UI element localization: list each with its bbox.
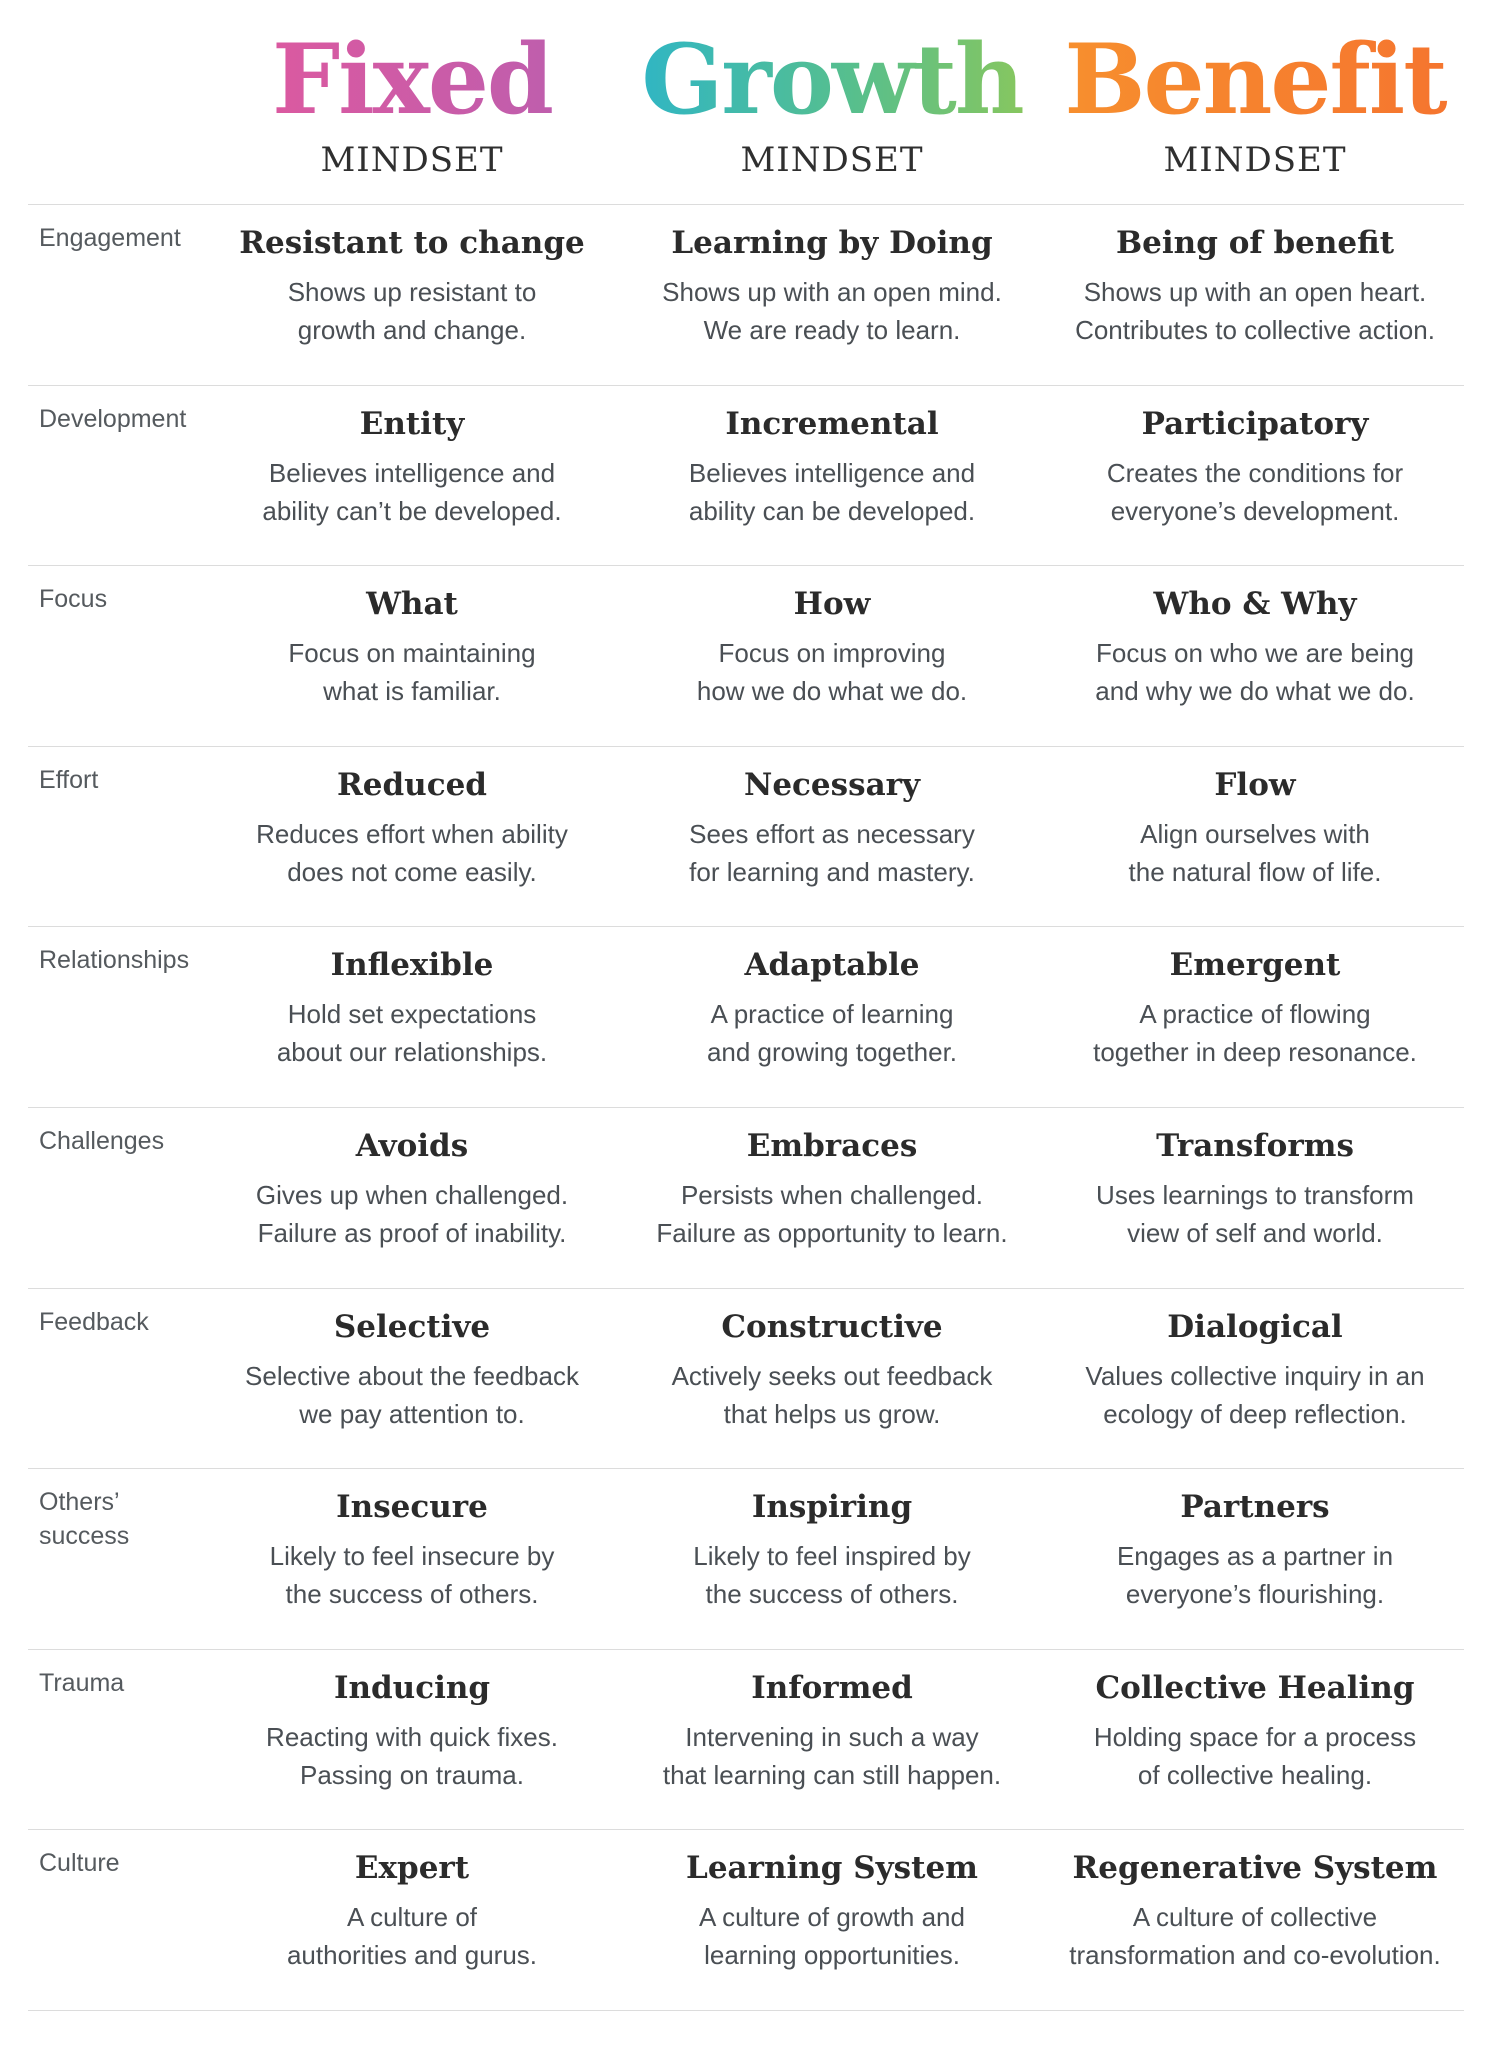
cell-title: Participatory [1141, 405, 1369, 442]
table-row [28, 386, 1464, 567]
fixed-mindset-cell [202, 1307, 622, 1433]
header-title: Fixed [202, 20, 622, 140]
cell-description: Focus on who we are being and why we do what we do. [1095, 638, 1415, 707]
cell-title: Informed [751, 1669, 913, 1706]
growth-mindset-cell [622, 223, 1042, 349]
growth-mindset-cell [622, 765, 1042, 891]
row-label: Culture [39, 1849, 120, 1878]
cell-title: Necessary [744, 766, 920, 803]
cell-title: How [793, 586, 871, 623]
cell-description: Reacting with quick fixes. Passing on trauma. [266, 1721, 558, 1790]
cell-title: Adaptable [744, 947, 920, 984]
fixed-mindset-cell [202, 1668, 622, 1794]
cell-description: Likely to feel insecure by the success of others. [269, 1541, 555, 1610]
cell-description: Selective about the feedback we pay attention to. [245, 1360, 579, 1429]
cell-description: Align ourselves with the natural flow of life. [1128, 818, 1382, 887]
benefit-mindset-cell [1045, 1307, 1465, 1433]
cell-title: Selective [333, 1308, 491, 1345]
growth-mindset-cell [622, 945, 1042, 1071]
cell-title: Learning by Doing [671, 225, 993, 261]
cell-description: Engages as a partner in everyone’s flourishing. [1116, 1541, 1394, 1610]
cell-title: Emergent [1169, 947, 1341, 984]
cell-title: Transforms [1156, 1127, 1354, 1164]
cell-description: A practice of learning and growing together. [706, 999, 958, 1068]
fixed-mindset-cell [202, 223, 622, 349]
row-label: Engagement [39, 224, 181, 252]
cell-description: Hold set expectations about our relationships. [276, 999, 548, 1068]
cell-description: Shows up with an open heart. Contributes to collective action. [1075, 277, 1435, 345]
cell-title: Entity [359, 405, 465, 442]
growth-mindset-cell [622, 404, 1042, 530]
row-label: Development [39, 404, 187, 433]
cell-description: Shows up with an open mind. We are ready to learn. [662, 277, 1002, 345]
cell-title: Constructive [721, 1308, 943, 1345]
header-benefit [1045, 20, 1465, 180]
cell-title: Inspiring [751, 1489, 913, 1526]
benefit-mindset-cell [1045, 1126, 1465, 1252]
header-subtitle: MINDSET [1163, 140, 1347, 180]
benefit-mindset-cell [1045, 945, 1465, 1071]
cell-title: Dialogical [1167, 1308, 1343, 1345]
growth-mindset-cell [622, 1126, 1042, 1252]
growth-mindset-cell [622, 1668, 1042, 1794]
cell-title: Incremental [725, 405, 939, 442]
row-label: Challenges [39, 1126, 165, 1155]
cell-description: Sees effort as necessary for learning and mastery. [689, 818, 975, 887]
cell-description: Likely to feel inspired by the success of others. [693, 1541, 971, 1610]
cell-description: Persists when challenged. Failure as opportunity to learn. [656, 1179, 1008, 1248]
table-row [28, 1108, 1464, 1289]
cell-description: Reduces effort when ability does not come easily. [256, 818, 568, 887]
fixed-mindset-cell [202, 1848, 622, 1974]
fixed-mindset-cell [202, 404, 622, 530]
cell-description: Gives up when challenged. Failure as proof of inability. [255, 1179, 569, 1248]
growth-mindset-cell [622, 1307, 1042, 1433]
table-row [28, 747, 1464, 928]
table-row [28, 566, 1464, 747]
cell-description: Values collective inquiry in an ecology of deep reflection. [1085, 1360, 1425, 1429]
benefit-mindset-cell [1045, 1848, 1465, 1974]
benefit-mindset-cell [1045, 584, 1465, 710]
benefit-mindset-cell [1045, 223, 1465, 349]
cell-description: Believes intelligence and ability can’t be developed. [262, 457, 562, 526]
benefit-mindset-cell [1045, 404, 1465, 530]
cell-title: Insecure [336, 1489, 488, 1526]
fixed-mindset-cell [202, 1126, 622, 1252]
header-title: Growth [622, 20, 1042, 140]
growth-mindset-cell [622, 1848, 1042, 1974]
table-row [28, 927, 1464, 1108]
row-label: Focus [39, 585, 108, 614]
cell-title: Reduced [337, 766, 487, 803]
cell-description: A culture of growth and learning opportunities. [699, 1902, 965, 1971]
fixed-mindset-cell [202, 1487, 622, 1613]
header-growth [622, 20, 1042, 180]
cell-description: A culture of collective transformation and co-evolution. [1069, 1902, 1441, 1971]
table-row [28, 1289, 1464, 1470]
growth-mindset-cell [622, 1487, 1042, 1613]
cell-title: Who & Why [1153, 586, 1357, 623]
cell-title: Resistant to change [239, 225, 585, 261]
row-label: Others’ success [39, 1488, 130, 1551]
cell-title: Flow [1214, 766, 1296, 803]
cell-title: Embraces [746, 1127, 918, 1164]
fixed-mindset-cell [202, 584, 622, 710]
table-row [28, 205, 1464, 386]
cell-description: A practice of flowing together in deep resonance. [1093, 999, 1417, 1068]
fixed-mindset-cell [202, 945, 622, 1071]
cell-description: Shows up resistant to growth and change. [287, 277, 537, 345]
row-label: Effort [39, 765, 99, 794]
cell-description: Focus on maintaining what is familiar. [288, 638, 536, 707]
cell-description: A culture of authorities and gurus. [286, 1902, 538, 1971]
cell-title: Learning System [686, 1850, 978, 1887]
cell-description: Focus on improving how we do what we do. [696, 638, 968, 707]
cell-title: Being of benefit [1115, 225, 1395, 261]
comparison-table [28, 204, 1464, 2011]
table-row [28, 1830, 1464, 2011]
table-row [28, 1650, 1464, 1831]
row-label: Relationships [39, 946, 190, 975]
growth-mindset-cell [622, 584, 1042, 710]
header-fixed [202, 20, 622, 180]
cell-description: Intervening in such a way that learning can still happen. [662, 1721, 1002, 1790]
column-headers [0, 20, 1491, 200]
cell-description: Uses learnings to transform view of self and world. [1096, 1179, 1414, 1248]
cell-title: What [366, 586, 458, 623]
header-subtitle: MINDSET [740, 140, 924, 180]
cell-description: Actively seeks out feedback that helps us grow. [671, 1360, 993, 1429]
benefit-mindset-cell [1045, 765, 1465, 891]
cell-title: Regenerative System [1072, 1850, 1438, 1887]
row-label: Feedback [39, 1307, 149, 1336]
cell-description: Believes intelligence and ability can be developed. [688, 457, 976, 526]
cell-title: Avoids [355, 1127, 469, 1164]
cell-title: Collective Healing [1095, 1669, 1415, 1706]
table-row [28, 1469, 1464, 1650]
benefit-mindset-cell [1045, 1668, 1465, 1794]
cell-title: Inducing [333, 1669, 491, 1706]
cell-title: Partners [1180, 1489, 1330, 1526]
cell-description: Creates the conditions for everyone’s development. [1106, 457, 1404, 526]
header-title: Benefit [1045, 20, 1465, 140]
fixed-mindset-cell [202, 765, 622, 891]
cell-title: Inflexible [330, 947, 494, 984]
row-label: Trauma [39, 1668, 125, 1697]
benefit-mindset-cell [1045, 1487, 1465, 1613]
header-subtitle: MINDSET [320, 140, 504, 180]
cell-title: Expert [354, 1850, 470, 1887]
cell-description: Holding space for a process of collective healing. [1093, 1721, 1417, 1790]
